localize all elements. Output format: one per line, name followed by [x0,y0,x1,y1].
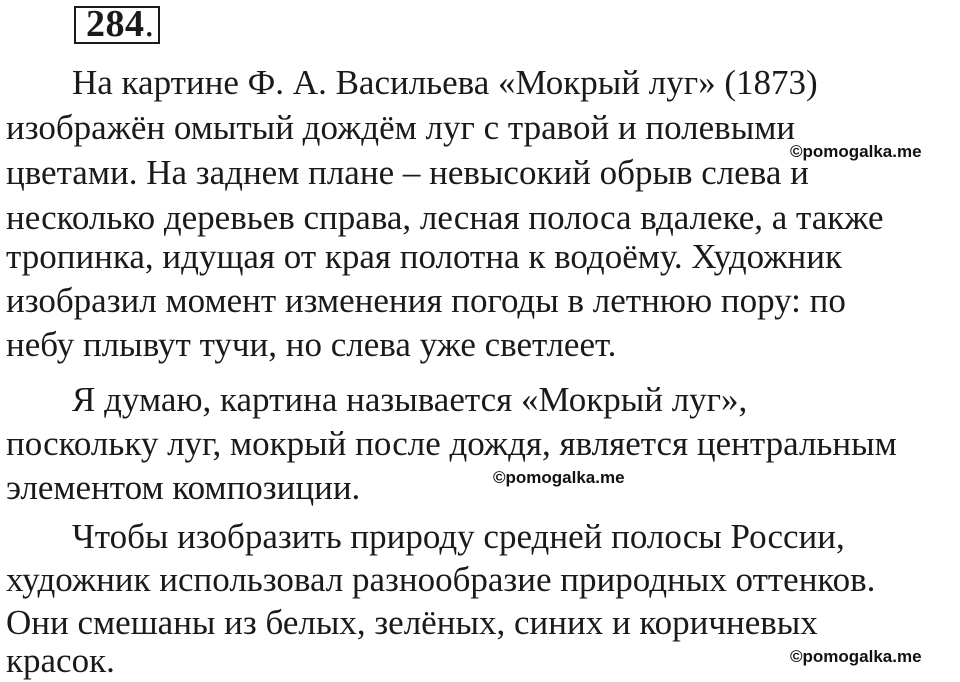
paragraph-2-line-2: поскольку луг, мокрый после дождя, является центральным [6,424,897,463]
paragraph-1-line-4: несколько деревьев справа, лесная полоса вдалеке, а также [6,198,884,237]
watermark: ©pomogalka.me [790,647,922,666]
paragraph-2-line-3: элементом композиции. [6,468,361,507]
watermark: ©pomogalka.me [493,468,625,487]
paragraph-3-line-2: художник использовал разнообразие природных оттенков. [6,560,876,599]
task-number-dot: . [144,3,155,45]
paragraph-1-line-7: небу плывут тучи, но слева уже светлеет. [6,325,617,364]
task-number [86,3,155,45]
paragraph-1-line-1: На картине Ф. А. Васильева «Мокрый луг» (1873) [72,63,818,102]
paragraph-2-line-1: Я думаю, картина называется «Мокрый луг», [72,380,748,419]
task-number-value: 284 [86,3,145,45]
watermark: ©pomogalka.me [790,142,922,161]
paragraph-3-line-1: Чтобы изобразить природу средней полосы России, [72,517,845,556]
paragraph-1-line-3: цветами. На заднем плане – невысокий обрыв слева и [6,153,809,192]
paragraph-1-line-5: тропинка, идущая от края полотна к водоёму. Художник [6,237,842,276]
paragraph-1-line-2: изображён омытый дождём луг с травой и полевыми [6,108,796,147]
paragraph-3-line-3: Они смешаны из белых, зелёных, синих и коричневых [6,603,818,642]
paragraph-1-line-6: изобразил момент изменения погоды в летнюю пору: по [6,281,846,320]
paragraph-3-line-4: красок. [6,641,115,680]
